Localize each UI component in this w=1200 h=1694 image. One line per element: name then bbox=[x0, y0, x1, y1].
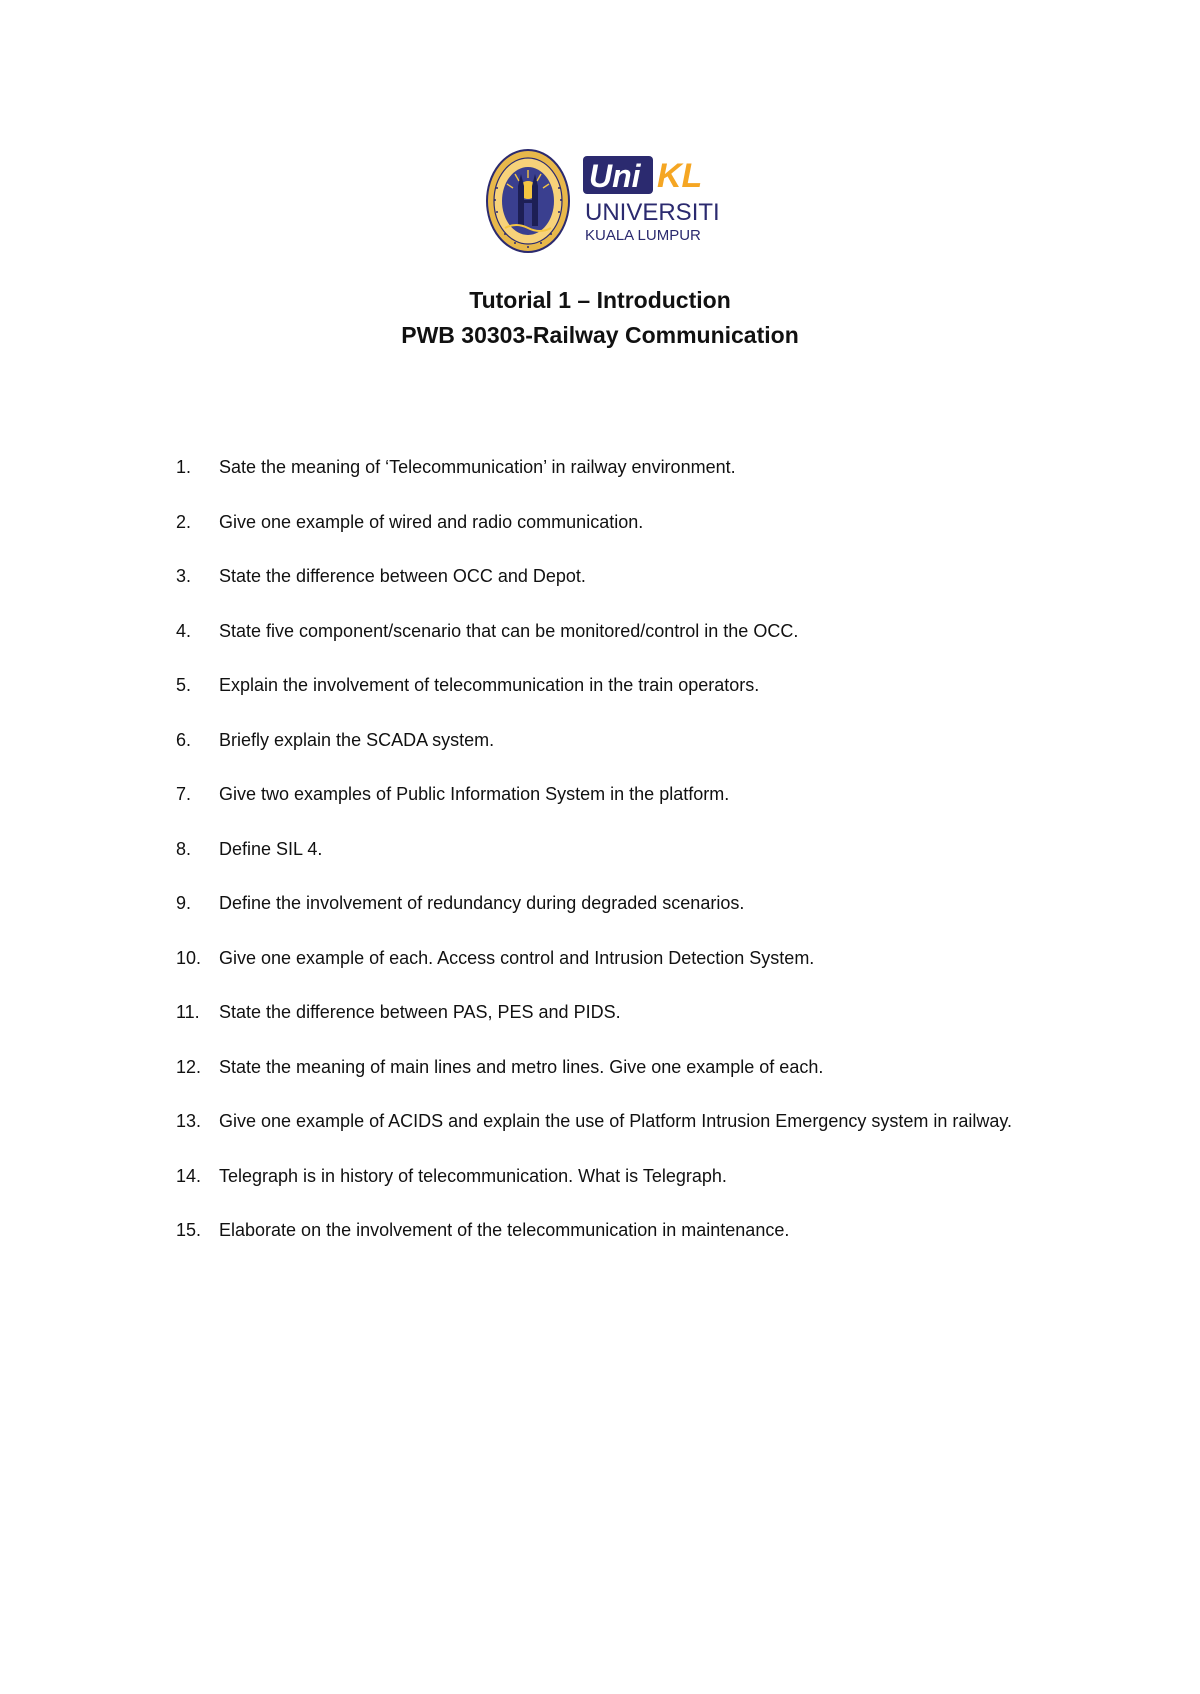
question-text: Define the involvement of redundancy during degraded scenarios. bbox=[219, 893, 745, 913]
question-number: 8. bbox=[176, 838, 192, 859]
course-subtitle: PWB 30303-Railway Communication bbox=[401, 322, 799, 348]
question-text: State the meaning of main lines and metro lines. Give one example of each. bbox=[219, 1056, 824, 1077]
question-number: 3. bbox=[176, 566, 192, 586]
question-number: 7. bbox=[176, 784, 192, 804]
question-number: 11. bbox=[176, 1002, 200, 1022]
question-text: Give two examples of Public Information System in the platform. bbox=[219, 784, 730, 804]
question-item bbox=[0, 440, 1200, 495]
question-item bbox=[0, 1094, 1200, 1149]
question-text: Briefly explain the SCADA system. bbox=[219, 729, 495, 750]
question-number: 9. bbox=[176, 893, 192, 913]
question-list bbox=[0, 440, 1200, 1258]
brand-kl: KL bbox=[657, 157, 703, 195]
document-header bbox=[0, 283, 1200, 353]
question-item bbox=[0, 1040, 1200, 1095]
brand-line-kuala-lumpur: KUALA LUMPUR bbox=[585, 227, 701, 244]
question-number: 4. bbox=[176, 620, 192, 641]
page-title: Tutorial 1 – Introduction bbox=[469, 287, 731, 313]
question-number: 14. bbox=[176, 1165, 202, 1186]
question-item bbox=[0, 604, 1200, 659]
question-item bbox=[0, 985, 1200, 1040]
question-text: Give one example of wired and radio communication. bbox=[219, 511, 644, 532]
question-number: 12. bbox=[176, 1056, 202, 1077]
question-text: State the difference between PAS, PES and PIDS. bbox=[219, 1002, 621, 1022]
question-text: Elaborate on the involvement of the telecommunication in maintenance. bbox=[219, 1220, 790, 1240]
unikl-wordmark bbox=[583, 154, 733, 254]
question-text: Give one example of ACIDS and explain the use of Platform Intrusion Emergency system in railway. bbox=[219, 1111, 1013, 1131]
question-item bbox=[0, 549, 1200, 604]
question-item bbox=[0, 767, 1200, 822]
question-item bbox=[0, 822, 1200, 877]
question-item bbox=[0, 1203, 1200, 1258]
university-seal-icon bbox=[485, 148, 571, 254]
brand-uni: Uni bbox=[589, 158, 641, 194]
question-number: 6. bbox=[176, 729, 192, 750]
question-text: State five component/scenario that can be monitored/control in the OCC. bbox=[219, 620, 799, 641]
question-number: 2. bbox=[176, 511, 192, 532]
question-number: 15. bbox=[176, 1220, 202, 1240]
question-text: Give one example of each. Access control and Intrusion Detection System. bbox=[219, 947, 815, 968]
question-number: 1. bbox=[176, 457, 192, 477]
question-text: Explain the involvement of telecommunication in the train operators. bbox=[219, 675, 760, 695]
question-number: 10. bbox=[176, 947, 202, 968]
question-item bbox=[0, 495, 1200, 550]
question-text: Define SIL 4. bbox=[219, 838, 323, 859]
question-item bbox=[0, 658, 1200, 713]
question-number: 5. bbox=[176, 675, 192, 695]
question-text: Telegraph is in history of telecommunication. What is Telegraph. bbox=[219, 1165, 727, 1186]
question-number: 13. bbox=[176, 1111, 202, 1131]
question-text: Sate the meaning of ‘Telecommunication’ in railway environment. bbox=[219, 457, 736, 477]
unikl-logo bbox=[485, 148, 725, 258]
question-item bbox=[0, 931, 1200, 986]
question-item bbox=[0, 713, 1200, 768]
question-item bbox=[0, 876, 1200, 931]
question-text: State the difference between OCC and Depot. bbox=[219, 566, 586, 586]
brand-line-universiti: UNIVERSITI bbox=[585, 199, 720, 226]
question-item bbox=[0, 1149, 1200, 1204]
